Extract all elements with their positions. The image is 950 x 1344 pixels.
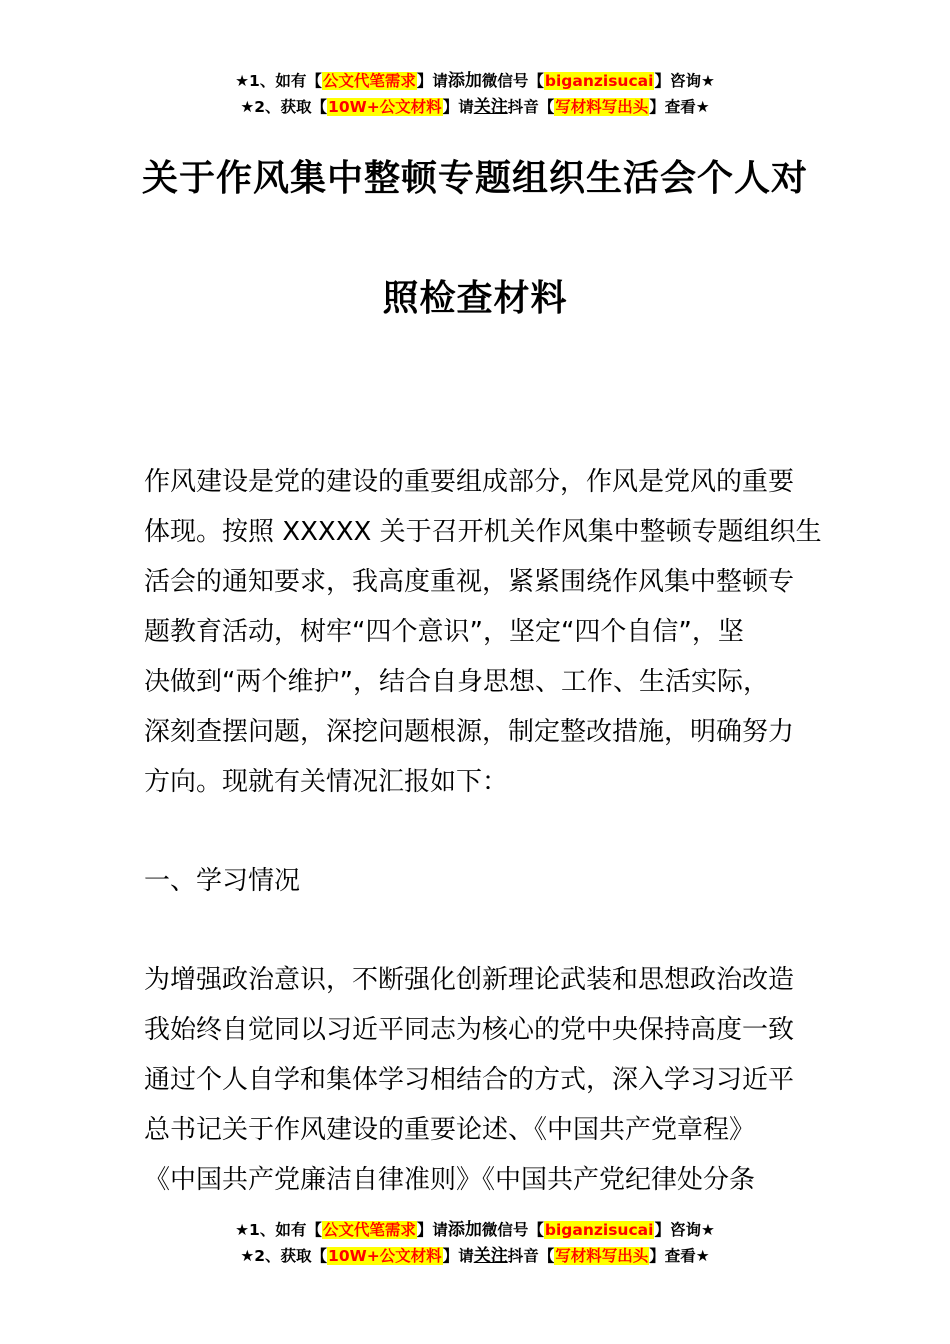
promo-emphasis: 添加 xyxy=(447,1220,482,1240)
document-title-line-2: 照检查材料 xyxy=(382,278,568,319)
study-paragraph xyxy=(144,955,816,1205)
promo-text: ★2、获取【 xyxy=(240,98,328,116)
promo-text: ★1、如有【 xyxy=(235,72,322,90)
promo-emphasis: 关注 xyxy=(473,97,508,117)
promo-line-1 xyxy=(0,1217,950,1243)
promo-highlight: 公文代笔需求 xyxy=(322,1221,416,1239)
top-promo-banner xyxy=(0,68,950,120)
promo-text: 抖音【 xyxy=(507,98,555,116)
paragraph-line: 为增强政治意识，不断强化创新理论武装和思想政治改造 xyxy=(144,965,795,995)
paragraph-line: 题教育活动，树牢“四个意识”，坚定“四个自信”，坚 xyxy=(144,617,744,647)
promo-douyin-id: 写材料写出头 xyxy=(555,98,649,116)
paragraph-line: 作风建设是党的建设的重要组成部分，作风是党风的重要 xyxy=(144,467,795,497)
promo-text: 】请 xyxy=(442,98,474,116)
promo-text: 微信号【 xyxy=(481,72,544,90)
promo-line-2 xyxy=(0,1243,950,1269)
promo-text: 】查看★ xyxy=(649,98,710,116)
promo-highlight: 公文代笔需求 xyxy=(322,72,416,90)
promo-text: 】请 xyxy=(416,1221,448,1239)
promo-text: ★2、获取【 xyxy=(240,1247,328,1265)
promo-wechat-id: biganzisucai xyxy=(544,72,654,90)
paragraph-line: 《中国共产党廉洁自律准则》《中国共产党纪律处分条 xyxy=(144,1165,756,1195)
paragraph-line: 决做到“两个维护”，结合自身思想、工作、生活实际， xyxy=(144,667,769,697)
promo-emphasis: 关注 xyxy=(473,1246,508,1266)
promo-highlight: 10W+公文材料 xyxy=(328,98,442,116)
promo-text: 】请 xyxy=(416,72,448,90)
promo-text: 】咨询★ xyxy=(654,1221,715,1239)
bottom-promo-banner xyxy=(0,1217,950,1269)
promo-text: 】请 xyxy=(442,1247,474,1265)
promo-text: 抖音【 xyxy=(507,1247,555,1265)
paragraph-line: 我始终自觉同以习近平同志为核心的党中央保持高度一致 xyxy=(144,1015,795,1045)
promo-line-1 xyxy=(0,68,950,94)
promo-douyin-id: 写材料写出头 xyxy=(555,1247,649,1265)
paragraph-line: 活会的通知要求，我高度重视，紧紧围绕作风集中整顿专 xyxy=(144,567,795,597)
promo-text: 】咨询★ xyxy=(654,72,715,90)
paragraph-line: 体现。按照 XXXXX 关于召开机关作风集中整顿专题组织生 xyxy=(144,517,822,547)
promo-text: 】查看★ xyxy=(649,1247,710,1265)
promo-line-2 xyxy=(0,94,950,120)
paragraph-line: 方向。现就有关情况汇报如下： xyxy=(144,767,509,797)
intro-paragraph xyxy=(144,457,822,807)
paragraph-line: 通过个人自学和集体学习相结合的方式，深入学习习近平 xyxy=(144,1065,795,1095)
document-title-line-1: 关于作风集中整顿专题组织生活会个人对 xyxy=(141,158,808,199)
section-heading: 一、学习情况 xyxy=(144,866,301,896)
promo-highlight: 10W+公文材料 xyxy=(328,1247,442,1265)
promo-wechat-id: biganzisucai xyxy=(544,1221,654,1239)
paragraph-line: 总书记关于作风建设的重要论述、《中国共产党章程》 xyxy=(144,1115,756,1145)
promo-text: 微信号【 xyxy=(481,1221,544,1239)
paragraph-line: 深刻查摆问题，深挖问题根源，制定整改措施，明确努力 xyxy=(144,717,795,747)
promo-emphasis: 添加 xyxy=(447,71,482,91)
promo-text: ★1、如有【 xyxy=(235,1221,322,1239)
